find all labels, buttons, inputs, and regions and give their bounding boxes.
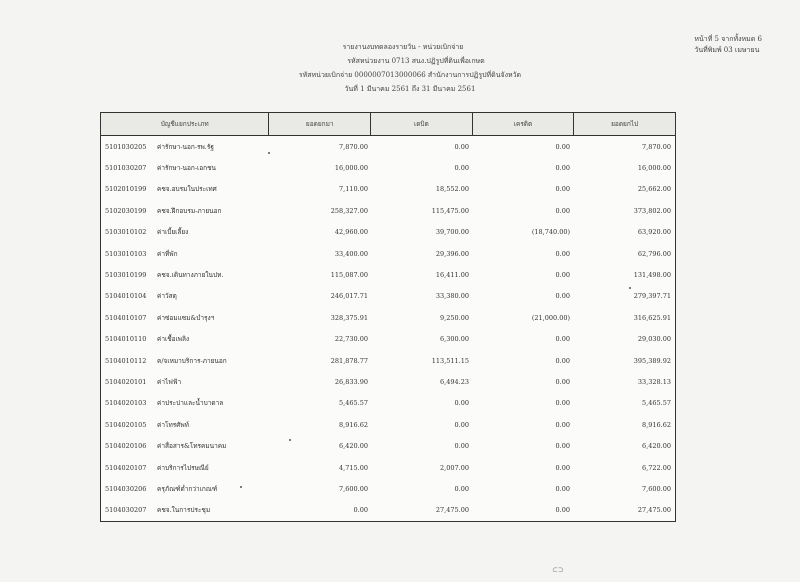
table-row [101,136,675,157]
account-name: ค่าสื่อสาร&โทรคมนาคม [157,442,227,451]
account-name: คชจ.อบรมในประเทศ [157,185,217,194]
table-row [101,478,675,499]
debit-value: 39,700.00 [435,228,469,237]
account-code: 5104010112 [105,356,147,365]
account-code: 5104020103 [105,399,147,408]
carried-forward-value: 33,328.13 [637,377,671,386]
account-name: คชจ.เดินทางภายในปท. [157,271,224,280]
table-row [101,179,675,200]
carried-forward-value: 16,000.00 [637,164,671,173]
scan-mark: ⊂⊃ [552,566,564,574]
debit-value: 18,552.00 [435,185,469,194]
brought-forward-value: 115,087.00 [330,271,368,280]
table-row [101,243,675,264]
debit-value: 115,475.00 [431,206,469,215]
credit-value: 0.00 [555,142,570,151]
carried-forward-value: 7,870.00 [642,142,671,151]
carried-forward-value: 8,916.62 [642,420,671,429]
table-header [101,113,675,136]
brought-forward-value: 258,327.00 [330,206,368,215]
account-name: คชจ.ฝึกอบรม-ภายนอก [157,206,222,215]
account-name: ค่าไฟฟ้า [157,377,182,386]
account-code: 5104030207 [105,506,147,515]
account-code: 5104020106 [105,442,147,451]
account-code: 5104020107 [105,463,147,472]
account-name: ค่าประปาและน้ำบาดาล [157,399,224,408]
credit-value: 0.00 [555,420,570,429]
table-row [101,435,675,456]
brought-forward-value: 328,375.91 [330,313,368,322]
credit-value: 0.00 [555,506,570,515]
debit-value: 0.00 [454,399,469,408]
debit-value: 6,300.00 [440,335,469,344]
brought-forward-value: 5,465.57 [339,399,368,408]
brought-forward-value: 7,600.00 [339,484,368,493]
account-code: 5101030205 [105,142,147,151]
debit-value: 33,380.00 [435,292,469,301]
credit-value: 0.00 [555,292,570,301]
debit-value: 27,475.00 [435,506,469,515]
account-name: ค่าเบี้ยเลี้ยง [157,228,189,237]
credit-value: 0.00 [555,185,570,194]
print-date: วันที่พิมพ์ 03 เมษายน [694,46,760,54]
debit-value: 9,250.00 [440,313,469,322]
brought-forward-value: 7,110.00 [339,185,368,194]
col-debit: เดบิต [370,113,472,135]
table-row [101,286,675,307]
debit-value: 113,511.15 [431,356,469,365]
account-name: ค่าโทรศัพท์ [157,420,189,429]
credit-value: 0.00 [555,164,570,173]
debit-value: 16,411.00 [435,271,469,280]
debit-value: 0.00 [454,442,469,451]
account-name: ค่ารักษา-นอก-เอกชน [157,164,216,173]
col-carried-forward: ยอดยกไป [573,113,675,135]
brought-forward-value: 4,715.00 [339,463,368,472]
carried-forward-value: 6,420.00 [642,442,671,451]
account-code: 5102010199 [105,185,147,194]
account-code: 5102030199 [105,206,147,215]
brought-forward-value: 281,878.77 [330,356,368,365]
scan-speck [629,287,631,289]
carried-forward-value: 6,722.00 [642,463,671,472]
debit-value: 0.00 [454,164,469,173]
brought-forward-value: 16,000.00 [334,164,368,173]
carried-forward-value: 63,920.00 [637,228,671,237]
account-name: ค่าบริการไปรษณีย์ [157,463,209,472]
credit-value: 0.00 [555,463,570,472]
table-row [101,457,675,478]
account-code: 5104010107 [105,313,147,322]
carried-forward-value: 29,030.00 [637,335,671,344]
account-name: ค/จเหมาบริการ-ภายนอก [157,356,227,365]
account-code: 5103010199 [105,271,147,280]
brought-forward-value: 6,420.00 [339,442,368,451]
credit-value: 0.00 [555,356,570,365]
account-code: 5103010102 [105,228,147,237]
credit-value: 0.00 [555,271,570,280]
table-row [101,371,675,392]
debit-value: 0.00 [454,420,469,429]
credit-value: 0.00 [555,249,570,258]
credit-value: (21,000.00) [531,313,570,322]
credit-value: 0.00 [555,377,570,386]
debit-value: 0.00 [454,142,469,151]
account-name: ค่าที่พัก [157,249,178,258]
carried-forward-value: 316,625.91 [633,313,671,322]
col-brought-forward: ยอดยกมา [268,113,370,135]
account-code: 5101030207 [105,164,147,173]
scan-speck [240,486,242,488]
carried-forward-value: 5,465.57 [642,399,671,408]
report-title: รายงานงบทดลองรายวัน - หน่วยเบิกจ่าย [342,43,464,51]
table-row [101,157,675,178]
account-code: 5104010110 [105,335,147,344]
brought-forward-value: 22,730.00 [334,335,368,344]
brought-forward-value: 7,870.00 [339,142,368,151]
debit-value: 6,494.23 [440,377,469,386]
credit-value: 0.00 [555,206,570,215]
credit-value: 0.00 [555,399,570,408]
credit-value: 0.00 [555,335,570,344]
report-header [200,40,620,96]
table-body [101,136,675,521]
table-row [101,200,675,221]
table-row [101,264,675,285]
page-info [694,34,762,56]
brought-forward-value: 33,400.00 [334,249,368,258]
carried-forward-value: 27,475.00 [637,506,671,515]
account-code: 5104020105 [105,420,147,429]
page-number: หน้าที่ 5 จากทั้งหมด 6 [694,35,762,43]
carried-forward-value: 7,600.00 [642,484,671,493]
account-name: ค่ารักษา-นอก-รพ.รัฐ [157,142,214,151]
trial-balance-table [100,112,676,522]
carried-forward-value: 373,802.00 [633,206,671,215]
account-code: 5104020101 [105,377,147,386]
carried-forward-value: 279,397.71 [633,292,671,301]
carried-forward-value: 395,389.92 [633,356,671,365]
scan-speck [289,439,291,441]
credit-value: 0.00 [555,442,570,451]
debit-value: 29,396.00 [435,249,469,258]
table-row [101,307,675,328]
debit-value: 0.00 [454,484,469,493]
brought-forward-value: 42,960.00 [334,228,368,237]
brought-forward-value: 0.00 [353,506,368,515]
carried-forward-value: 131,498.00 [633,271,671,280]
brought-forward-value: 246,017.71 [330,292,368,301]
table-row [101,393,675,414]
col-credit: เครดิต [472,113,574,135]
table-row [101,500,675,521]
account-code: 5104030206 [105,484,147,493]
account-code: 5103010103 [105,249,147,258]
col-account: บัญชีแยกประเภท [160,120,209,128]
brought-forward-value: 8,916.62 [339,420,368,429]
table-row [101,414,675,435]
account-name: ค่าเชื้อเพลิง [157,335,190,344]
agency-code: รหัสหน่วยงาน 0713 สนง.ปฏิรูปที่ดินเพื่อเกษต [347,57,485,65]
debit-value: 2,007.00 [440,463,469,472]
carried-forward-value: 62,796.00 [637,249,671,258]
brought-forward-value: 26,833.90 [334,377,368,386]
account-code: 5104010104 [105,292,147,301]
account-name: ครุภัณฑ์ต่ำกว่าเกณฑ์ [157,484,218,493]
table-row [101,350,675,371]
account-name: ค่าวัสดุ [157,292,177,301]
disbursement-unit: รหัสหน่วยเบิกจ่าย 0000007013000066 สำนักงานการปฏิรูปที่ดินจังหวัด [298,71,522,79]
table-row [101,329,675,350]
credit-value: 0.00 [555,484,570,493]
carried-forward-value: 25,662.00 [637,185,671,194]
scan-speck [268,152,270,154]
credit-value: (18,740.00) [531,228,570,237]
account-name: ค่าซ่อมแซม&บำรุงฯ [157,313,215,322]
account-name: คชจ.ในการประชุม [157,506,211,515]
report-period: วันที่ 1 มีนาคม 2561 ถึง 31 มีนาคม 2561 [344,85,476,93]
table-row [101,222,675,243]
